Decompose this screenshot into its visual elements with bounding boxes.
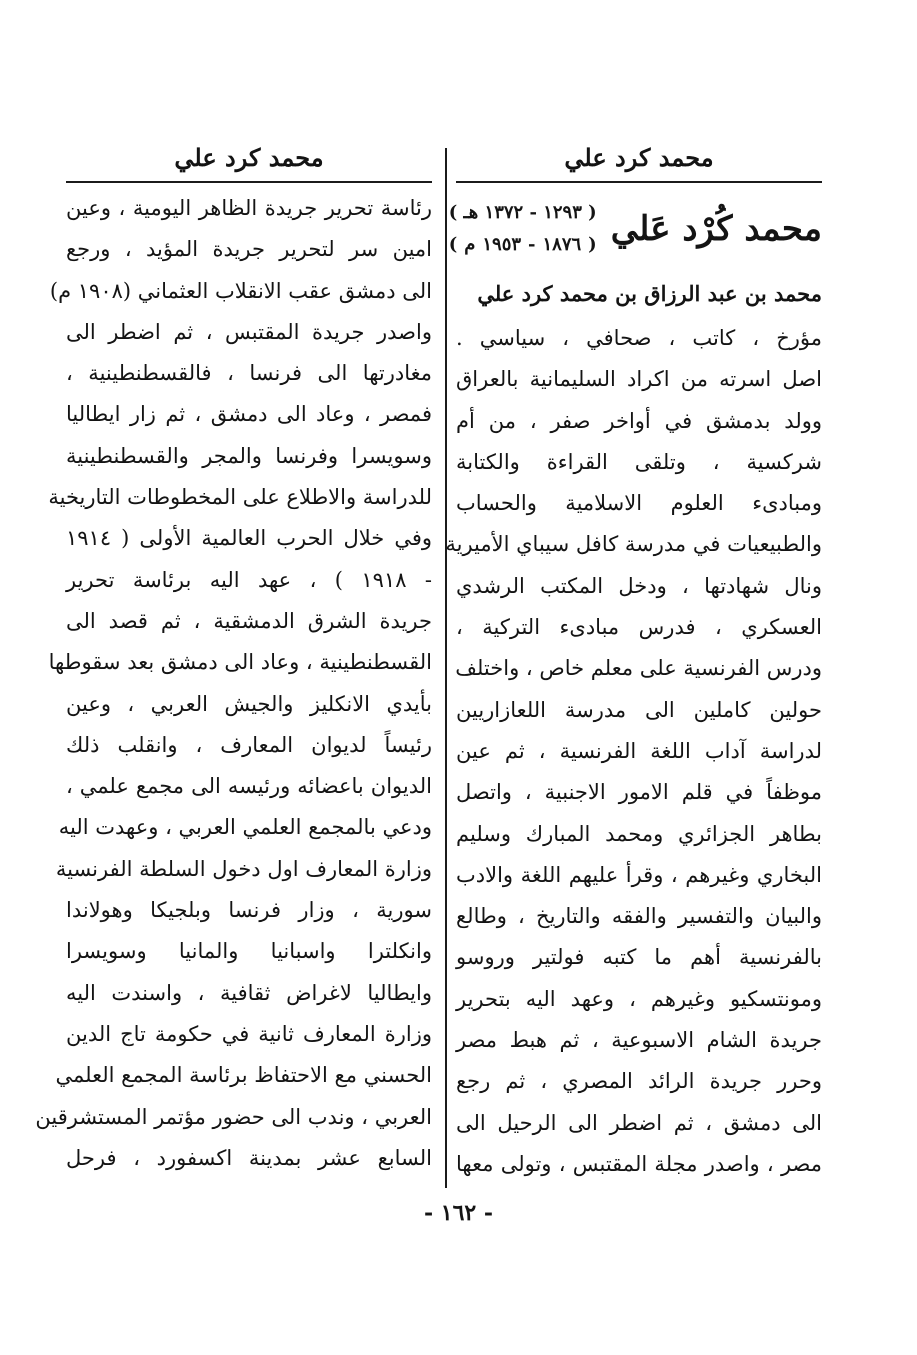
text-line: مغادرتها الى فرنسا ، فالقسطنطينية ، bbox=[66, 361, 432, 386]
entry-dates bbox=[449, 197, 597, 261]
text-line: الى دمشق ، ثم اضطر الى الرحيل الى bbox=[456, 1110, 822, 1135]
text-line: وايطاليا لاغراض ثقافية ، واسندت اليه bbox=[66, 980, 432, 1005]
text-line: فمصر ، وعاد الى دمشق ، ثم زار ايطاليا bbox=[66, 402, 432, 427]
text-line: واصدر جريدة المقتبس ، ثم اضطر الى bbox=[66, 319, 432, 344]
entry-dates-hijri: ( ١٢٩٣ - ١٣٧٢ هـ ) bbox=[448, 202, 597, 223]
text-line: الى دمشق عقب الانقلاب العثماني (١٩٠٨ م) bbox=[49, 278, 432, 303]
text-line: بأيدي الانكليز والجيش العربي ، وعين bbox=[66, 691, 432, 716]
text-line: شركسية ، وتلقى القراءة والكتابة bbox=[456, 449, 822, 474]
text-line: سورية ، وزار فرنسا وبلجيكا وهولاندا bbox=[66, 898, 432, 923]
text-line: وسويسرا وفرنسا والمجر والقسطنطينية bbox=[66, 443, 432, 468]
text-line: للدراسة والاطلاع على المخطوطات التاريخية bbox=[48, 485, 432, 510]
text-line: لدراسة آداب اللغة الفرنسية ، ثم عين bbox=[456, 738, 822, 763]
text-line: ودعي بالمجمع العلمي العربي ، وعهدت اليه bbox=[58, 815, 432, 840]
text-line: وفي خلال الحرب العالمية الأولى ( ١٩١٤ bbox=[66, 526, 432, 551]
text-line: بالفرنسية أهم ما كتبه فولتير وروسو bbox=[456, 945, 822, 970]
text-line: رئيساً لديوان المعارف ، وانقلب ذلك bbox=[66, 732, 432, 757]
text-line: موظفاً في قلم الامور الاجنبية ، واتصل bbox=[456, 780, 822, 805]
right-header-rule bbox=[456, 181, 822, 183]
column-divider bbox=[445, 148, 447, 1188]
text-line: ودرس الفرنسية على معلم خاص ، واختلف bbox=[455, 656, 822, 681]
page-number: - ١٦٢ - bbox=[423, 1200, 494, 1226]
text-line: - ١٩١٨ ) ، عهد اليه برئاسة تحرير bbox=[66, 567, 432, 592]
entry-dates-gregorian: ( ١٨٧٦ - ١٩٥٣ م ) bbox=[448, 234, 597, 255]
text-line: رئاسة تحرير جريدة الظاهر اليومية ، وعين bbox=[66, 196, 432, 220]
text-line: مصر ، واصدر مجلة المقتبس ، وتولى معها bbox=[456, 1151, 822, 1176]
text-line: اصل اسرته من اكراد السليمانية بالعراق bbox=[456, 367, 822, 392]
text-line: الديوان باعضائه ورئيسه الى مجمع علمي ، bbox=[66, 774, 432, 799]
entry-title-block bbox=[448, 188, 822, 270]
text-line: حولين كاملين الى مدرسة اللعازاريين bbox=[456, 697, 822, 722]
text-line: وزارة المعارف اول دخول السلطة الفرنسية bbox=[55, 856, 432, 881]
text-line: جريدة الشرق الدمشقية ، ثم قصد الى bbox=[66, 608, 432, 633]
left-running-header: محمد كرد علي bbox=[174, 143, 324, 172]
left-header-rule bbox=[66, 181, 432, 183]
text-line: وزارة المعارف ثانية في حكومة تاج الدين bbox=[66, 1021, 432, 1046]
text-line: وولد بدمشق في أواخر صفر ، من أم bbox=[456, 408, 822, 433]
text-line: وحرر جريدة الرائد المصري ، ثم رجع bbox=[456, 1069, 822, 1094]
left-column-lines bbox=[35, 188, 432, 1179]
entry-full-name: محمد بن عبد الرزاق بن محمد كرد علي bbox=[477, 281, 822, 306]
text-line: العسكري ، فدرس مبادىء التركية ، bbox=[456, 615, 822, 640]
left-column bbox=[35, 188, 432, 1179]
text-line: ومونتسكيو وغيرهم ، وعهد اليه بتحرير bbox=[456, 986, 822, 1011]
text-line: امين سر لتحرير جريدة المؤيد ، ورجع bbox=[66, 237, 432, 262]
text-line: جريدة الشام الاسبوعية ، ثم هبط مصر bbox=[456, 1028, 822, 1053]
text-line: القسطنطينية ، وعاد الى دمشق بعد سقوطها bbox=[48, 650, 432, 675]
text-line: العربي ، وندب الى حضور مؤتمر المستشرقين bbox=[35, 1104, 432, 1129]
text-line: والطبيعيات في مدرسة كافل سيباي الأميرية bbox=[445, 532, 822, 557]
text-line: والبيان والتفسير والفقه والتاريخ ، وطالع bbox=[456, 904, 822, 929]
right-column-lines bbox=[445, 318, 822, 1185]
text-line: البخاري وغيرهم ، وقرأ عليهم اللغة والادب bbox=[456, 862, 822, 887]
text-line: بطاهر الجزائري ومحمد المبارك وسليم bbox=[456, 821, 822, 846]
text-line: وانكلترا واسبانيا والمانيا وسويسرا bbox=[66, 939, 432, 964]
text-line: مؤرخ ، كاتب ، صحافي ، سياسي . bbox=[456, 326, 822, 350]
entry-name: محمد كُرْد عَلي bbox=[610, 209, 822, 249]
right-running-header: محمد كرد علي bbox=[564, 143, 714, 172]
text-line: الحسني مع الاحتفاظ برئاسة المجمع العلمي bbox=[55, 1063, 432, 1088]
right-column bbox=[445, 188, 822, 1185]
text-line: ونال شهادتها ، ودخل المكتب الرشدي bbox=[456, 573, 822, 598]
text-line: السابع عشر بمدينة اكسفورد ، فرحل bbox=[66, 1145, 432, 1170]
text-line: ومبادىء العلوم الاسلامية والحساب bbox=[456, 491, 822, 516]
